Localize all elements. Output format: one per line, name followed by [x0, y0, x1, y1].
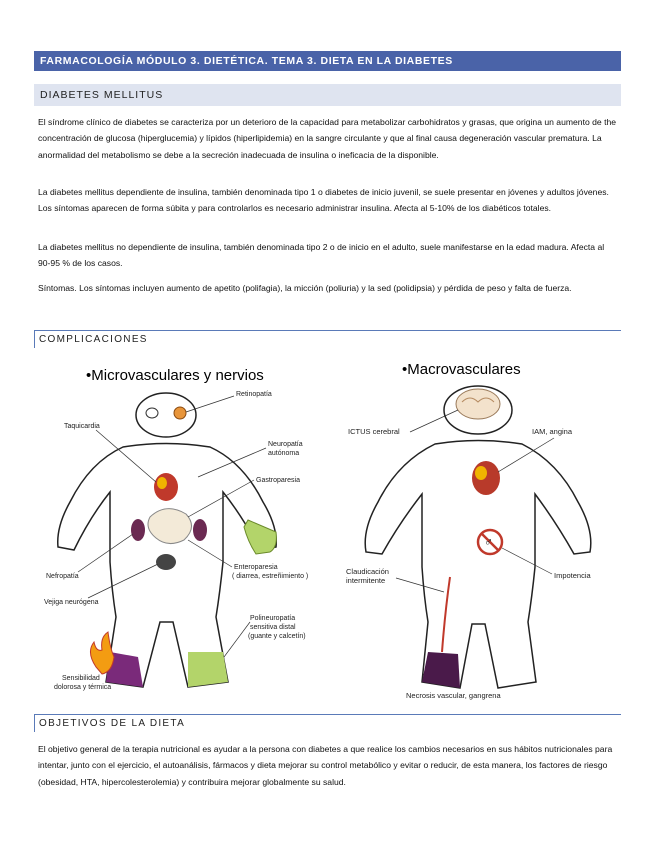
heart-highlight — [157, 477, 167, 489]
label-polineuropatia-3: (guante y calcetín) — [248, 633, 306, 640]
label-impotencia: Impotencia — [554, 571, 591, 580]
label-enteroparesia-1: Enteroparesia — [234, 564, 278, 571]
figure-left-title: •Microvasculares y nervios — [86, 367, 264, 384]
figure-microvascular — [38, 352, 338, 702]
label-sensibilidad-1: Sensibilidad — [62, 675, 100, 682]
section-heading-text: OBJETIVOS DE LA DIETA — [39, 718, 186, 729]
heart — [154, 473, 178, 501]
section-heading-diabetes — [34, 84, 621, 106]
svg-text:♂: ♂ — [484, 535, 493, 549]
label-taquicardia: Taquicardia — [64, 423, 100, 430]
eye-left — [146, 408, 158, 418]
paragraph-definition: El síndrome clínico de diabetes se caracteriza por un deterioro de la capacidad para metabolizar carbohidratos y grasas, que origina un aumento de the concentración de glucosa (hiperglucemia) y lípidos (hiperlipidemia) en la sangre circulante y que al final causa degeneración vascular prematura. La anormalidad del metabolismo se debe a la secreción inadecuada de insulina o ineficacia de la disponible. — [38, 117, 617, 160]
label-necrosis: Necrosis vascular, gangrena — [406, 691, 501, 700]
impotence-icon — [478, 530, 502, 554]
label-neuropatia-2: autónoma — [268, 450, 300, 457]
heart-highlight — [475, 466, 487, 480]
section-heading-text: COMPLICACIONES — [39, 334, 148, 345]
label-enteroparesia-2: ( diarrea, estreñimiento ) — [232, 573, 309, 580]
paragraph-type1: La diabetes mellitus dependiente de insulina, también denominada tipo 1 o diabetes de inicio juvenil, se suele presentar en jóvenes y adultos jóvenes. Los síntomas aparecen de forma súbita y para controlarlos es necesario administrar insulina. Afecta al 5-10% de los diabéticos totales. — [38, 187, 609, 214]
label-iam: IAM, angina — [532, 427, 573, 436]
brain — [456, 389, 500, 419]
bladder — [156, 554, 176, 570]
flame-icon — [90, 632, 114, 674]
kidney-right — [193, 519, 207, 541]
paragraph-objetivo: El objetivo general de la terapia nutricional es ayudar a la persona con diabetes a que realice los cambios necesarios en sus hábitos nutricionales para intentar, junto con el ejercicio, el autoanálisis, fármacos y dieta mejorar su control metabólico y evitar o reducir, de esta manera, los factores de riesgo (obesidad, HTA, hipercolesterolemia) y contribuira mejorar globalmente su salud. — [38, 744, 613, 787]
page-title: FARMACOLOGÍA MÓDULO 3. DIETÉTICA. TEMA 3. DIETA EN LA DIABETES — [40, 55, 453, 67]
necrosis-foot — [422, 652, 460, 688]
label-vejiga: Vejiga neurógena — [44, 599, 99, 606]
heart — [472, 461, 500, 495]
section-heading-text: DIABETES MELLITUS — [40, 89, 164, 101]
label-neuropatia-1: Neuropatía — [268, 441, 303, 448]
label-ictus: ICTUS cerebral — [348, 427, 400, 436]
label-claudicacion-2: intermitente — [346, 576, 386, 585]
figure-macrovascular — [340, 352, 620, 702]
label-polineuropatia-2: sensitiva distal — [250, 624, 296, 631]
label-gastroparesia: Gastroparesia — [256, 477, 300, 484]
label-polineuropatia-1: Polineuropatía — [250, 615, 296, 622]
paragraph-type2: La diabetes mellitus no dependiente de insulina, también denominada tipo 2 o de inicio en el adulto, suele manifestarse en la edad madura. Afecta al 90-95 % de los casos. — [38, 242, 605, 269]
label-retinopatia: Retinopatía — [236, 391, 272, 398]
label-nefropatia: Nefropatía — [46, 573, 79, 580]
page-title-bar — [34, 51, 621, 71]
section-heading-complicaciones — [34, 330, 621, 348]
label-claudicacion-1: Claudicación — [346, 567, 389, 576]
figure-right-title: •Macrovasculares — [402, 361, 521, 378]
green-foot-right — [188, 652, 228, 687]
kidney-left — [131, 519, 145, 541]
label-sensibilidad-2: dolorosa y térmica — [54, 684, 112, 691]
eye-right-retina — [174, 407, 186, 419]
paragraph-symptoms: Síntomas. Los síntomas incluyen aumento de apetito (polifagia), la micción (poliuria) y la sed (polidipsia) y pérdida de peso y falta de fuerza. — [38, 283, 572, 293]
section-heading-objetivos — [34, 714, 621, 732]
